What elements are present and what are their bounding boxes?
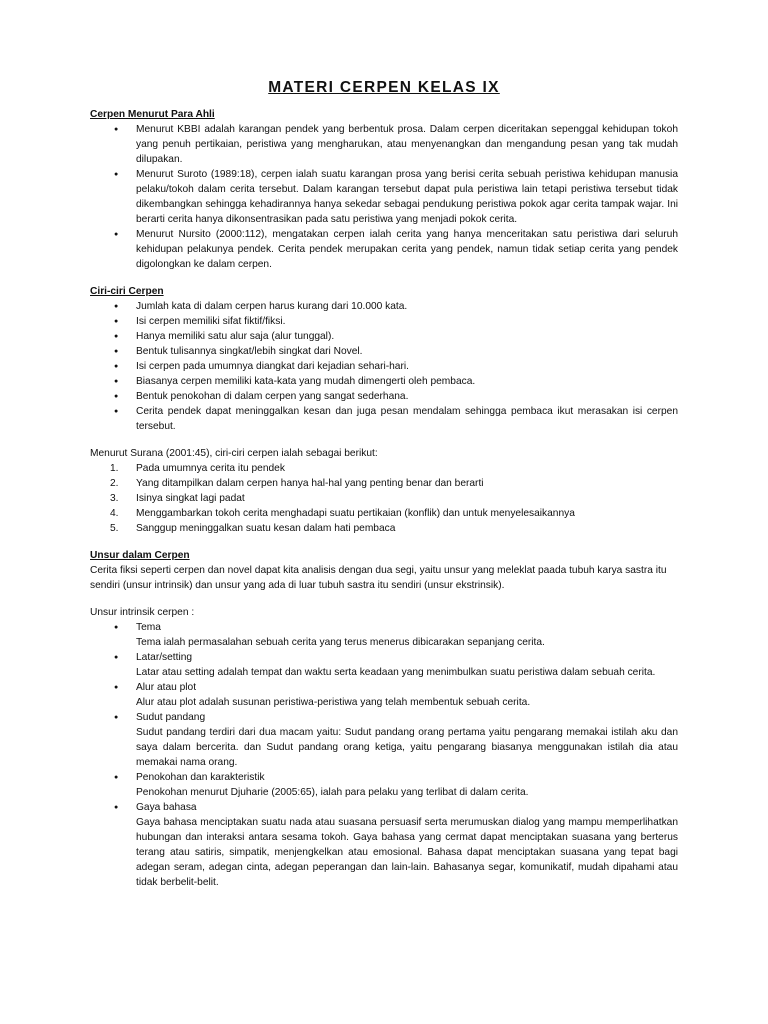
item-number: 2. — [110, 478, 119, 489]
numbered-item — [90, 476, 678, 491]
item-number: 4. — [110, 508, 119, 519]
item-text: Penokohan menurut Djuharie (2005:65), ialah para pelaku yang terlibat di dalam cerita. — [136, 787, 529, 798]
item-title: ● Tema — [136, 622, 161, 633]
list-item: ● Biasanya cerpen memiliki kata-kata yang mudah dimengerti oleh pembaca. — [90, 374, 678, 389]
section-heading-ciri-ciri: Ciri-ciri Cerpen — [90, 286, 164, 297]
list-item: ● Jumlah kata di dalam cerpen harus kurang dari 10.000 kata. — [90, 299, 678, 314]
list-item: ● Hanya memiliki satu alur saja (alur tunggal). — [90, 329, 678, 344]
item-title: ● Penokohan dan karakteristik — [136, 772, 265, 783]
unsur-intrinsik-intro: Unsur intrinsik cerpen : — [90, 607, 195, 618]
item-number: 5. — [110, 523, 119, 534]
list-item — [90, 620, 678, 650]
list-item: ● Bentuk penokohan di dalam cerpen yang sangat sederhana. — [90, 389, 678, 404]
item-text: Sanggup meninggalkan suatu kesan dalam hati pembaca — [136, 523, 396, 534]
item-text: Tema ialah permasalahan sebuah cerita yang terus menerus dibicarakan sepanjang cerita. — [136, 637, 545, 648]
item-text: Alur atau plot adalah susunan peristiwa-peristiwa yang telah membentuk sebuah cerita. — [136, 697, 531, 708]
list-item: ● Isi cerpen pada umumnya diangkat dari kejadian sehari-hari. — [90, 359, 678, 374]
surana-list — [90, 461, 678, 536]
list-item: ● Menurut KBBI adalah karangan pendek yang berbentuk prosa. Dalam cerpen diceritakan sepenggal kehidupan tokoh yang penuh pertikaian, peristiwa yang mengharukan, atau menyenangkan dan mengandung pesan yang tak mudah dilupakan. — [90, 122, 678, 167]
page-title: MATERI CERPEN KELAS IX — [268, 79, 500, 96]
item-title: ● Alur atau plot — [136, 682, 197, 693]
item-text: Isinya singkat lagi padat — [136, 493, 245, 504]
list-item — [90, 770, 678, 800]
item-title: ● Sudut pandang — [136, 712, 206, 723]
list-item — [90, 680, 678, 710]
item-title: ● Gaya bahasa — [136, 802, 197, 813]
section-heading-para-ahli: Cerpen Menurut Para Ahli — [90, 109, 215, 120]
ciri-ciri-list — [90, 299, 678, 434]
item-text: Latar atau setting adalah tempat dan waktu serta keadaan yang menimbulkan suatu peristiwa dalam sebuah cerita. — [136, 667, 656, 678]
list-item: ● Menurut Suroto (1989:18), cerpen ialah suatu karangan prosa yang berisi cerita sebuah peristiwa kehidupan manusia pelaku/tokoh dalam cerita tersebut. Dalam karangan tersebut dapat pula peristiwa lain tetapi peristiwa tersebut tidak dikembangkan sehingga kehadirannya hanya sekedar sebagai pendukung peristiwa pokok agar cerita tampak wajar. Ini berarti cerita hanya dikonsentrasikan pada satu peristiwa yang menjadi pokok cerita. — [90, 167, 678, 227]
list-item — [90, 800, 678, 890]
item-title: ● Latar/setting — [136, 652, 193, 663]
item-text: Pada umumnya cerita itu pendek — [136, 463, 285, 474]
list-item: ● Cerita pendek dapat meninggalkan kesan dan juga pesan mendalam sehingga pembaca ikut merasakan isi cerpen tersebut. — [90, 404, 678, 434]
section-heading-unsur: Unsur dalam Cerpen — [90, 550, 190, 561]
para-ahli-list — [90, 122, 678, 272]
item-text: Gaya bahasa menciptakan suatu nada atau suasana persuasif serta merumuskan dialog yang mampu memperlihatkan hubungan dan interaksi antara sesama tokoh. Gaya bahasa yang cermat dapat menciptakan suasana yang berterus terang atau satiris, simpatik, menjengkelkan atau emosional. Bahasa dapat menciptakan suasana yang tepat bagi adegan seram, adegan cinta, adegan peperangan dan lain-lain. Bahasanya segar, komunikatif, mudah dipahami atau tidak berbelit-belit. — [136, 817, 678, 888]
item-text: Menggambarkan tokoh cerita menghadapi suatu pertikaian (konflik) dan untuk menyelesaikannya — [136, 508, 575, 519]
item-text: Yang ditampilkan dalam cerpen hanya hal-hal yang penting benar dan berarti — [136, 478, 484, 489]
unsur-intrinsik-list — [90, 620, 678, 890]
list-item: ● Menurut Nursito (2000:112), mengatakan cerpen ialah cerita yang hanya menceritakan satu peristiwa dari seluruh kehidupan pelakunya pendek. Cerita pendek merupakan cerita yang pendek, namun tidak setiap cerita yang pendek digolongkan ke dalam cerpen. — [90, 227, 678, 272]
surana-intro: Menurut Surana (2001:45), ciri-ciri cerpen ialah sebagai berikut: — [90, 448, 378, 459]
numbered-item — [90, 521, 678, 536]
list-item — [90, 650, 678, 680]
list-item — [90, 710, 678, 770]
list-item: ● Isi cerpen memiliki sifat fiktif/fiksi. — [90, 314, 678, 329]
unsur-paragraph: Cerita fiksi seperti cerpen dan novel dapat kita analisis dengan dua segi, yaitu unsur yang meleklat paada tubuh karya sastra itu sendiri (unsur intrinsik) dan unsur yang ada di luar tubuh sastra itu sendiri (unsur ekstrinsik). — [90, 565, 667, 591]
item-text: Sudut pandang terdiri dari dua macam yaitu: Sudut pandang orang pertama yaitu pengarang memakai istilah aku dan saya dalam bercerita. dan Sudut pandang orang ketiga, yaitu pengarang biasanya menggunakan istilah dia atau memakai nama orang. — [136, 727, 678, 768]
numbered-item — [90, 461, 678, 476]
item-number: 3. — [110, 493, 119, 504]
numbered-item — [90, 506, 678, 521]
numbered-item — [90, 491, 678, 506]
item-number: 1. — [110, 463, 119, 474]
list-item: ● Bentuk tulisannya singkat/lebih singkat dari Novel. — [90, 344, 678, 359]
